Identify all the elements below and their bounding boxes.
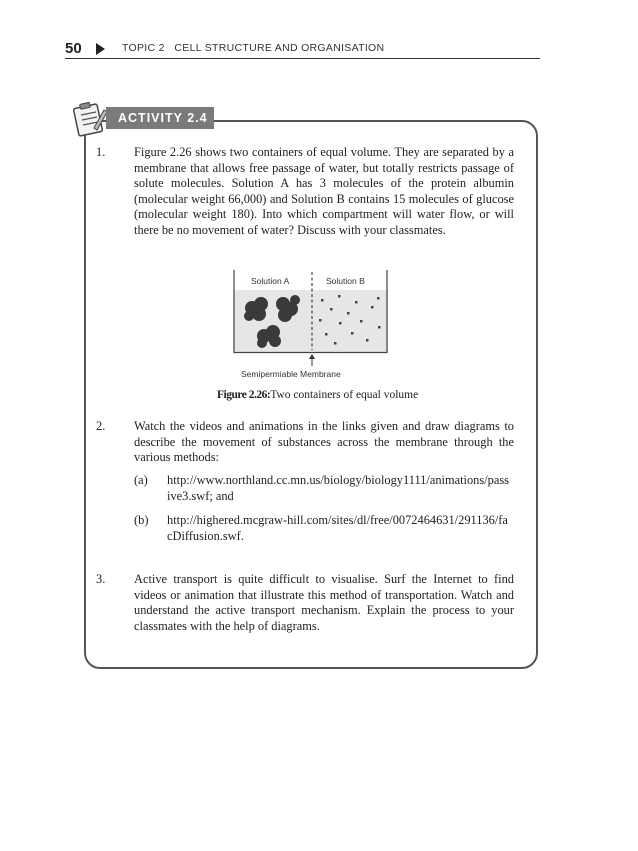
topic-title: TOPIC 2 CELL STRUCTURE AND ORGANISATION [122, 42, 385, 54]
item-number: 1. [96, 145, 106, 159]
solution-a-label: Solution A [251, 276, 290, 286]
two-containers-figure [233, 270, 388, 382]
link-text[interactable]: http://highered.mcgraw-hill.com/sites/dl/free/0072464631/291136/facDiffusion.swf. [167, 513, 508, 543]
item-number: 2. [96, 419, 106, 433]
solution-b-label: Solution B [326, 276, 365, 286]
item-number: 3. [96, 572, 106, 586]
figure-caption [217, 389, 418, 401]
page-number: 50 [65, 40, 82, 57]
link-text[interactable]: http://www.northland.cc.mn.us/biology/biology1111/animations/passive3.swf; and [167, 473, 509, 503]
activity-label: ACTIVITY 2.4 [106, 107, 214, 129]
membrane-label: Semipermiable Membrane [241, 369, 341, 379]
item-text: Figure 2.26 shows two containers of equal volume. They are separated by a membrane that allows free passage of water, but totally restricts passage of solute molecules. Solution A has 3 molecules of the protein albumin (molecular weight 66,000) and Solution B contains 15 molecules of glucose (molecular weight 180). Into which compartment will water flow, or will there be no movement of water? Discuss with your classmates. [134, 145, 514, 237]
item-text: Active transport is quite difficult to visualise. Surf the Internet to find videos or animation that illustrate this method of transportation. Watch and understand the active transport mechanism. Explain the process to your classmates with the help of diagrams. [134, 572, 514, 633]
page-header [65, 40, 540, 60]
clipboard-icon [70, 100, 110, 138]
caption-text: Two containers of equal volume [270, 389, 419, 401]
sub-label: (b) [134, 513, 149, 527]
caption-figure-number: Figure 2.26: [217, 389, 271, 401]
item-text: Watch the videos and animations in the links given and draw diagrams to describe the movement of substances across the membrane through the various methods: [134, 419, 514, 464]
sub-label: (a) [134, 473, 148, 487]
play-arrow-icon [96, 43, 105, 55]
header-divider [65, 58, 540, 59]
